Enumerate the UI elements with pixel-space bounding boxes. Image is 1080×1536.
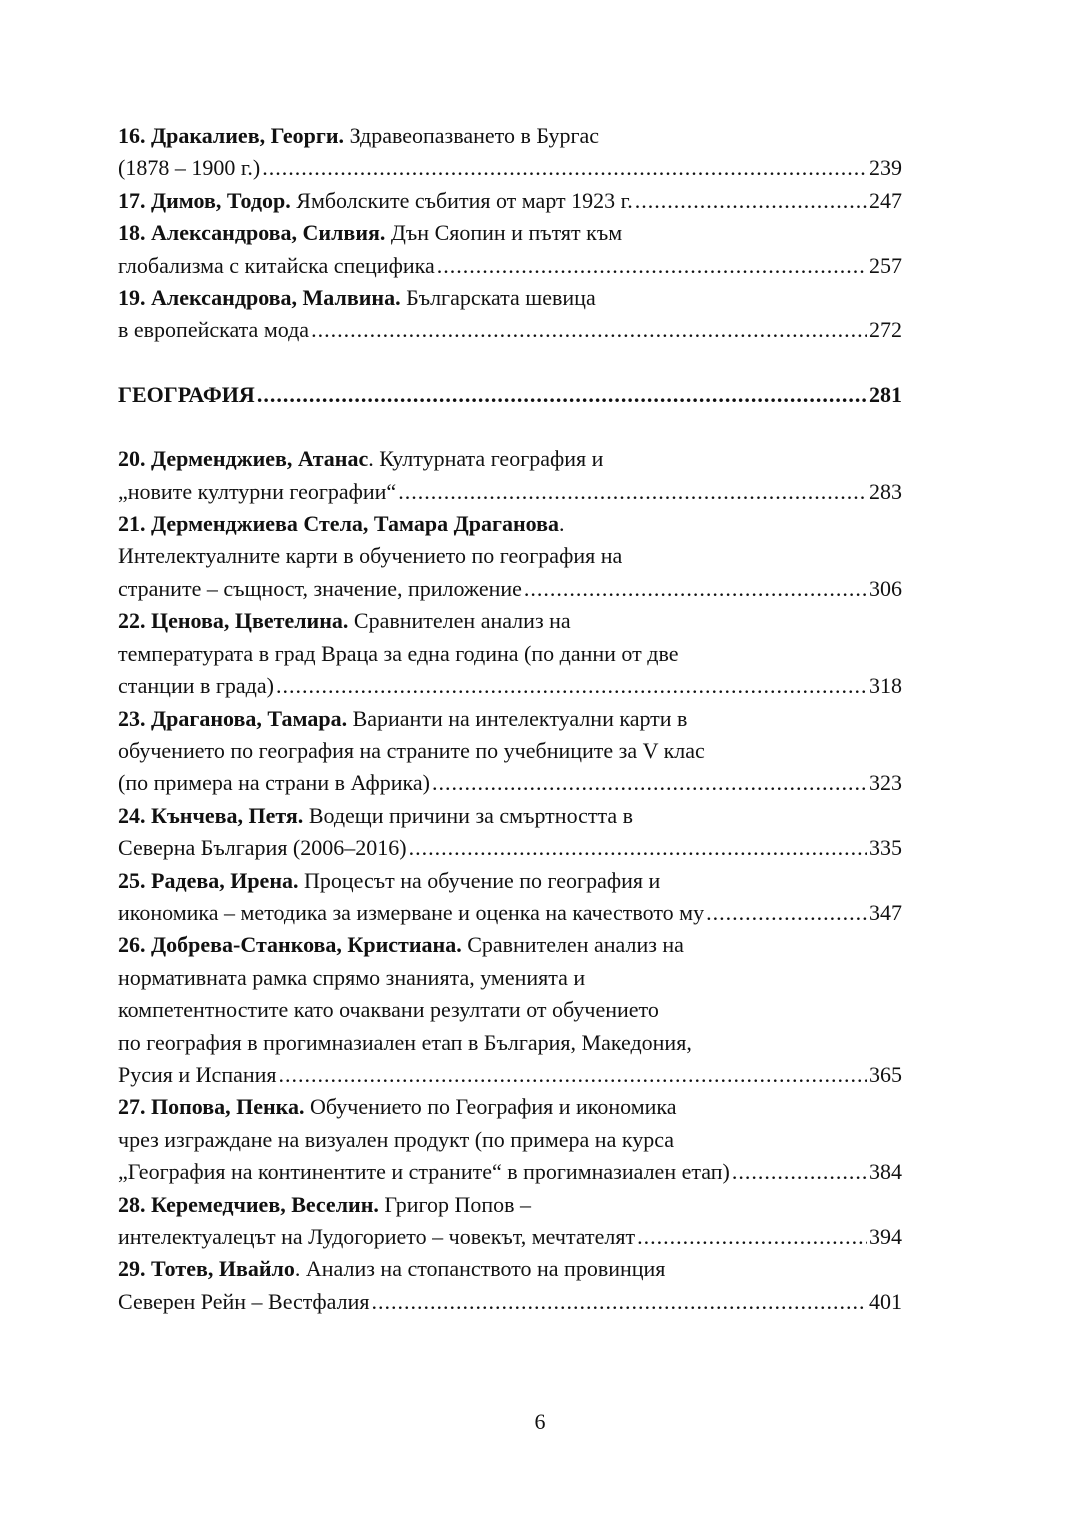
toc-entry-last-line	[118, 476, 902, 508]
toc-entry-title-line: Григор Попов –	[384, 1191, 532, 1217]
toc-entry-title-line: Сравнителен анализ на	[467, 932, 684, 958]
toc-entry-title-line: „новите културни географии“	[118, 478, 397, 504]
toc-entry-title-line: Дън Сяопин и пътят към	[390, 220, 623, 246]
dot-leader	[257, 379, 867, 411]
toc-entry[interactable]	[118, 1189, 902, 1254]
section-page-number: 281	[869, 381, 902, 407]
dot-leader	[276, 670, 867, 702]
toc-entry-author-name: Тотев, Ивайло	[151, 1256, 295, 1282]
toc-entry-title-line: Русия и Испания	[118, 1061, 277, 1087]
toc-entry-first-line	[118, 443, 902, 475]
dot-leader	[635, 185, 867, 217]
toc-entry-author-name: Дерменджиев, Атанас	[151, 446, 369, 472]
toc-entry-last-line	[118, 573, 902, 605]
toc-entry-author-name: Ценова, Цветелина.	[151, 608, 349, 634]
dot-leader	[371, 1286, 867, 1318]
toc-entry-title-line: станции в града)	[118, 673, 274, 699]
toc-entry-first-line	[118, 508, 902, 540]
toc-entry-number: 18.	[118, 220, 146, 246]
toc-entry-title-end	[118, 573, 522, 605]
toc-entry-number: 24.	[118, 802, 146, 828]
toc-entry-author	[118, 706, 347, 731]
toc-entry-page-number: 257	[869, 252, 902, 278]
toc-entry-first-line	[118, 282, 902, 314]
toc-entry-title-line: Водещи причини за смъртността в	[308, 802, 634, 828]
toc-group-history	[118, 120, 902, 347]
toc-entry-last-line	[118, 1221, 902, 1253]
toc-entry-title-line: Обучението по География и икономика	[310, 1094, 677, 1120]
toc-entry-last-line	[118, 314, 902, 346]
toc-entry-title-line: интелектуалецът на Лудогорието – човекът, мечтателят	[118, 1224, 636, 1249]
toc-entry-last-line	[118, 1156, 902, 1188]
toc-entry-title-line: .	[558, 511, 565, 537]
toc-entry-page-number: 365	[869, 1061, 902, 1087]
toc-entry-author-name: Дерменджиева Стела, Тамара Драганова	[151, 511, 559, 537]
toc-entry-author	[118, 932, 462, 957]
toc-entry-author	[118, 1094, 305, 1119]
toc-entry-title-line: (1878 – 1900 г.)	[118, 155, 261, 181]
dot-leader	[311, 314, 867, 346]
toc-group-geography	[118, 443, 902, 1318]
toc-entry-title-line: в европейската мода	[118, 317, 310, 343]
toc-entry-title-line: Българската шевица	[406, 285, 596, 311]
toc-entry-title-end	[118, 1221, 635, 1253]
toc-entry-author	[118, 220, 385, 245]
toc-entry-page-number: 401	[869, 1288, 902, 1314]
dot-leader	[409, 832, 867, 864]
dot-leader	[437, 250, 867, 282]
toc-entry-author-name: Димов, Тодор.	[151, 187, 291, 213]
toc-entry-title-end	[118, 476, 396, 508]
toc-entry-number: 26.	[118, 932, 146, 958]
toc-entry-last-line	[118, 767, 902, 799]
toc-entry-title-line: нормативната рамка спрямо знанията, уменията и	[118, 964, 586, 990]
toc-entry-number: 21.	[118, 511, 146, 537]
toc-entry-title-line: Здравеопазването в Бургас	[349, 123, 599, 148]
toc-entry-first-line	[118, 1253, 902, 1285]
toc-entry[interactable]	[118, 929, 902, 1091]
toc-entry-first-line	[118, 217, 902, 249]
toc-entry-title-line: Процесът на обучение по география и	[304, 867, 661, 893]
toc-entry-title-end	[118, 1059, 277, 1091]
toc-entry-title-end	[118, 1156, 730, 1188]
toc-entry-first-line	[118, 703, 902, 735]
toc-entry-author	[118, 608, 348, 633]
toc-entry[interactable]	[118, 865, 902, 930]
toc-entry-number: 17.	[118, 187, 146, 213]
toc-entry[interactable]	[118, 508, 902, 605]
toc-entry-page-number: 384	[869, 1159, 902, 1185]
toc-entry-number: 27.	[118, 1094, 146, 1120]
toc-entry[interactable]	[118, 185, 902, 217]
dot-leader	[524, 573, 867, 605]
toc-entry-author-name: Дракалиев, Георги.	[151, 123, 345, 148]
section-title: ГЕОГРАФИЯ	[118, 381, 255, 407]
toc-entry-author	[118, 868, 299, 893]
toc-entry-first-line	[118, 929, 902, 961]
toc-entry-author-name: Драганова, Тамара.	[151, 705, 348, 731]
toc-entry-first-line	[118, 865, 902, 897]
dot-leader	[398, 476, 867, 508]
toc-entry-title-line: обучението по география на страните по учебниците за V клас	[118, 737, 705, 763]
toc-entry-author-name: Попова, Пенка.	[151, 1094, 305, 1120]
toc-entry[interactable]	[118, 217, 902, 282]
toc-entry-author	[118, 1256, 295, 1281]
toc-entry-title-line: икономика – методика за измерване и оценка на качеството му	[118, 899, 705, 925]
toc-entry-number: 16.	[118, 123, 146, 148]
toc-entry-author	[118, 1192, 379, 1217]
toc-entry-author-name: Александрова, Малвина.	[151, 285, 401, 311]
toc-entry-title-line: . Анализ на стопанството на провинция	[294, 1256, 666, 1282]
toc-entry-title-line: Северна България (2006–2016)	[118, 835, 407, 861]
page-footer-number: 6	[534, 1409, 546, 1434]
toc-entry-author-name: Радева, Ирена.	[151, 867, 299, 893]
toc-entry-title-end	[118, 897, 704, 929]
toc-entry-title-line: температурата в град Враца за една година (по данни от две	[118, 640, 679, 666]
toc-entry-author	[118, 188, 291, 213]
dot-leader	[432, 767, 867, 799]
toc-entry-title-line: (по примера на страни в Африка)	[118, 770, 431, 796]
toc-entry-title-line: Сравнителен анализ на	[353, 608, 571, 634]
toc-entry-number: 28.	[118, 1191, 146, 1217]
toc-entry-title-end	[118, 185, 633, 217]
toc-entry-number: 20.	[118, 446, 146, 472]
toc-entry-title-end	[118, 314, 309, 346]
toc-entry-last-line	[118, 152, 902, 184]
toc-entry-title-line: Северен Рейн – Вестфалия	[118, 1288, 370, 1314]
toc-entry-page-number: 335	[869, 835, 902, 861]
toc-entry-title-end	[118, 670, 274, 702]
toc-entry-author	[118, 511, 559, 536]
toc-entry-title-end	[118, 832, 407, 864]
toc-entry-first-line	[118, 1189, 902, 1221]
toc-entry-last-line	[118, 185, 902, 217]
toc-entry-first-line	[118, 605, 902, 637]
toc-entry-last-line	[118, 670, 902, 702]
toc-entry-page-number: 283	[869, 478, 902, 504]
toc-entry-page-number: 394	[869, 1224, 902, 1249]
dot-leader	[732, 1156, 867, 1188]
toc-entry-author	[118, 803, 303, 828]
toc-entry[interactable]	[118, 1253, 902, 1318]
toc-entry[interactable]	[118, 703, 902, 800]
toc-entry-title-line: глобализма с китайска специфика	[118, 252, 435, 278]
toc-entry-last-line	[118, 1059, 902, 1091]
toc-entry-page-number: 323	[869, 770, 902, 796]
toc-entry-number: 19.	[118, 285, 146, 311]
toc-entry-title-end	[118, 152, 260, 184]
toc-entry-title-line: . Културната география и	[368, 446, 604, 472]
toc-entry-author-name: Александрова, Силвия.	[151, 220, 386, 246]
toc-entry[interactable]	[118, 120, 902, 185]
toc-entry-author-name: Кънчева, Петя.	[151, 802, 304, 828]
toc-entry-author-name: Добрева-Станкова, Кристиана.	[151, 932, 462, 958]
toc-entry-first-line	[118, 800, 902, 832]
table-of-contents	[118, 120, 902, 1318]
toc-entry-last-line	[118, 250, 902, 282]
toc-entry-last-line	[118, 832, 902, 864]
toc-entry-title-line: Интелектуалните карти в обучението по география на	[118, 543, 623, 569]
toc-entry[interactable]	[118, 605, 902, 702]
toc-entry-number: 25.	[118, 867, 146, 893]
toc-entry-number: 23.	[118, 705, 146, 731]
section-heading-geography[interactable]	[118, 379, 902, 411]
toc-entry-page-number: 272	[869, 317, 902, 343]
toc-entry-title-line: „География на континентите и страните“ в прогимназиален етап)	[118, 1159, 730, 1185]
toc-entry[interactable]	[118, 282, 902, 347]
toc-entry-title-line: Ямболските събития от март 1923 г.	[296, 187, 633, 213]
toc-entry-title-line: страните – същност, значение, приложение	[118, 575, 522, 601]
dot-leader	[706, 897, 867, 929]
toc-entry[interactable]	[118, 800, 902, 865]
toc-entry-page-number: 306	[869, 575, 902, 601]
toc-entry-page-number: 247	[869, 187, 902, 213]
toc-entry[interactable]	[118, 443, 902, 508]
toc-entry-title-line: Варианти на интелектуални карти в	[352, 705, 688, 731]
toc-entry-first-line	[118, 120, 902, 152]
toc-entry-number: 22.	[118, 608, 146, 634]
toc-entry-page-number: 318	[869, 673, 902, 699]
toc-entry-title-line: чрез изграждане на визуален продукт (по примера на курса	[118, 1126, 675, 1152]
toc-entry-title-end	[118, 1286, 369, 1318]
toc-entry[interactable]	[118, 1091, 902, 1188]
toc-entry-number: 29.	[118, 1256, 146, 1282]
dot-leader	[262, 152, 867, 184]
toc-entry-title-end	[118, 250, 435, 282]
toc-entry-author	[118, 285, 401, 310]
toc-entry-title-line: по география в прогимназиален етап в България, Македония,	[118, 1029, 692, 1055]
toc-entry-author-name: Керемедчиев, Веселин.	[151, 1191, 379, 1217]
toc-entry-page-number: 347	[869, 899, 902, 925]
dot-leader	[279, 1059, 867, 1091]
toc-entry-author	[118, 446, 368, 471]
toc-entry-page-number: 239	[869, 155, 902, 181]
dot-leader	[637, 1221, 867, 1253]
toc-entry-first-line	[118, 1091, 902, 1123]
toc-entry-author	[118, 123, 344, 148]
toc-entry-last-line	[118, 897, 902, 929]
toc-entry-title-end	[118, 767, 430, 799]
toc-entry-last-line	[118, 1286, 902, 1318]
toc-entry-title-line: компетентностите като очаквани резултати от обучението	[118, 997, 659, 1023]
